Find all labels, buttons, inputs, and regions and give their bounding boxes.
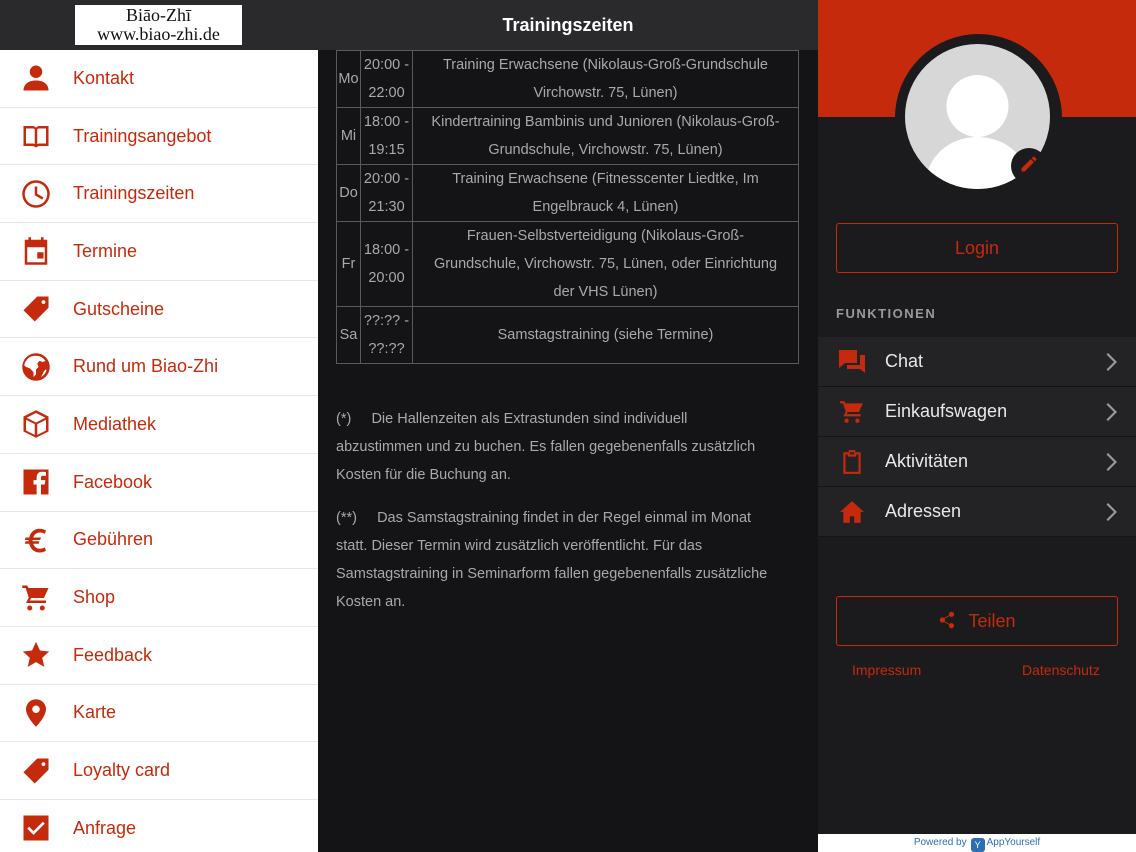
chevron-right-icon xyxy=(1106,402,1118,422)
sidebar-item-feedback[interactable] xyxy=(0,627,318,685)
calendar-icon xyxy=(20,235,52,267)
function-item-einkaufswagen[interactable] xyxy=(818,387,1136,437)
sidebar-item-gutscheine[interactable] xyxy=(0,281,318,339)
map-pin-icon xyxy=(20,697,52,729)
time-start: ??:?? - xyxy=(363,313,410,329)
sidebar-menu xyxy=(0,50,318,852)
description-cell xyxy=(413,222,799,307)
clipboard-icon xyxy=(838,449,866,475)
powered-by-footer[interactable] xyxy=(818,834,1136,852)
day-cell: Mi xyxy=(337,108,361,165)
note-line: abzustimmen und zu buchen. Es fallen gegebenenfalls zusätzlich xyxy=(336,439,756,455)
day-cell: Do xyxy=(337,165,361,222)
page-title: Trainingszeiten xyxy=(318,0,818,50)
description-line: Training Erwachsene (Nikolaus-Groß-Grundschule xyxy=(442,57,769,73)
description-line: Grundschule, Virchowstr. 75, Lünen) xyxy=(488,142,723,158)
sidebar-item-kontakt[interactable] xyxy=(0,50,318,108)
note-line: Kosten für die Buchung an. xyxy=(336,467,511,483)
impressum-link[interactable]: Impressum xyxy=(852,662,922,678)
sidebar-item-label: Shop xyxy=(73,587,116,608)
share-label: Teilen xyxy=(968,611,1016,631)
sidebar-item-label: Gutscheine xyxy=(73,298,165,319)
login-button[interactable]: Login xyxy=(836,223,1118,273)
sidebar-item-label: Karte xyxy=(73,702,117,723)
table-row xyxy=(337,51,799,108)
chevron-right-icon xyxy=(1106,452,1118,472)
sidebar-item-anfrage[interactable] xyxy=(0,800,318,852)
time-cell xyxy=(361,165,413,222)
sidebar-item-label: Loyalty card xyxy=(73,760,171,781)
sidebar-item-shop[interactable] xyxy=(0,569,318,627)
logo-url: www.biao-zhi.de xyxy=(97,24,220,44)
cube-icon xyxy=(20,408,52,440)
sidebar-item-label: Kontakt xyxy=(73,67,135,88)
time-cell xyxy=(361,307,413,364)
sidebar-item-label: Rund um Biao-Zhi xyxy=(73,356,219,377)
note-line: (**) Das Samstagstraining findet in der Regel einmal im Monat xyxy=(336,510,752,526)
time-end: ??:?? xyxy=(368,341,405,357)
sidebar-item-loyalty-card[interactable] xyxy=(0,742,318,800)
checkbox-icon xyxy=(20,812,52,844)
sidebar-item-trainingszeiten[interactable] xyxy=(0,165,318,223)
function-label: Adressen xyxy=(885,501,962,521)
sidebar-item-rund-um-biao-zhi[interactable] xyxy=(0,338,318,396)
powered-brand: AppYourself xyxy=(986,837,1041,848)
footnote-samstagstraining xyxy=(336,504,806,616)
home-icon xyxy=(838,499,866,525)
time-cell xyxy=(361,108,413,165)
globe-icon xyxy=(20,351,52,383)
table-row xyxy=(337,307,799,364)
function-item-aktivitaeten[interactable] xyxy=(818,437,1136,487)
description-line: Frauen-Selbstverteidigung (Nikolaus-Groß- xyxy=(466,228,745,244)
description-cell xyxy=(413,51,799,108)
cart-icon xyxy=(838,399,866,425)
sidebar-item-label: Feedback xyxy=(73,644,153,665)
description-line: Virchowstr. 75, Lünen) xyxy=(533,85,678,101)
powered-by-text: Powered by xyxy=(913,837,967,848)
functions-list xyxy=(818,337,1136,537)
time-end: 19:15 xyxy=(368,142,405,158)
book-icon xyxy=(20,120,52,152)
time-end: 20:00 xyxy=(368,270,405,286)
time-start: 18:00 - xyxy=(363,114,410,130)
time-start: 18:00 - xyxy=(363,242,410,258)
chevron-right-icon xyxy=(1106,502,1118,522)
star-icon xyxy=(20,639,52,671)
facebook-icon xyxy=(20,466,52,498)
logo[interactable] xyxy=(75,5,242,45)
sidebar-item-label: Anfrage xyxy=(73,817,137,838)
sidebar-item-label: Trainingsangebot xyxy=(73,125,212,146)
time-end: 21:30 xyxy=(368,199,405,215)
clock-icon xyxy=(20,178,52,210)
day-cell: Sa xyxy=(337,307,361,364)
tag-icon xyxy=(20,293,52,325)
edit-avatar-button[interactable] xyxy=(1011,148,1047,184)
description-line: Kindertraining Bambinis und Junioren (Nikolaus-Groß- xyxy=(431,114,780,130)
description-line: Training Erwachsene (Fitnesscenter Liedtke, Im xyxy=(452,171,759,187)
description-line: Grundschule, Virchowstr. 75, Lünen, oder Einrichtung xyxy=(433,256,778,272)
note-line: (*) Die Hallenzeiten als Extrastunden sind individuell xyxy=(336,411,688,427)
time-cell xyxy=(361,51,413,108)
sidebar-item-label: Mediathek xyxy=(73,413,157,434)
sidebar-item-facebook[interactable] xyxy=(0,454,318,512)
day-cell: Mo xyxy=(337,51,361,108)
table-row xyxy=(337,222,799,307)
sidebar-item-label: Termine xyxy=(73,240,138,261)
sidebar-item-label: Facebook xyxy=(73,471,153,492)
function-item-adressen[interactable] xyxy=(818,487,1136,537)
description-cell xyxy=(413,108,799,165)
day-cell: Fr xyxy=(337,222,361,307)
sidebar-item-karte[interactable] xyxy=(0,685,318,743)
sidebar-header xyxy=(0,0,318,50)
description-line: Samstagstraining (siehe Termine) xyxy=(497,327,714,343)
function-label: Einkaufswagen xyxy=(885,401,1008,421)
euro-icon xyxy=(20,524,52,556)
description-line: der VHS Lünen) xyxy=(553,284,658,300)
sidebar-item-trainingsangebot[interactable] xyxy=(0,108,318,166)
table-row xyxy=(337,165,799,222)
share-button[interactable] xyxy=(836,596,1118,646)
account-panel xyxy=(818,0,1136,852)
pencil-icon xyxy=(1019,154,1039,179)
function-label: Aktivitäten xyxy=(885,451,969,471)
chat-icon xyxy=(838,349,866,375)
note-line: Samstagstraining in Seminarform fallen gegebenenfalls zusätzliche xyxy=(336,566,768,582)
sidebar-item-label: Trainingszeiten xyxy=(73,183,195,204)
sidebar-item-mediathek[interactable] xyxy=(0,396,318,454)
share-icon xyxy=(938,611,968,631)
sidebar-item-termine[interactable] xyxy=(0,223,318,281)
table-row xyxy=(337,108,799,165)
note-line: Kosten an. xyxy=(336,594,406,610)
time-cell xyxy=(361,222,413,307)
time-end: 22:00 xyxy=(368,85,405,101)
chevron-right-icon xyxy=(1106,352,1118,372)
functions-heading: FUNKTIONEN xyxy=(836,306,937,321)
tag-icon xyxy=(20,755,52,787)
person-icon xyxy=(20,62,52,94)
time-start: 20:00 - xyxy=(363,57,410,73)
description-cell xyxy=(413,165,799,222)
footnote-hallenzeiten xyxy=(336,405,806,489)
function-item-chat[interactable] xyxy=(818,337,1136,387)
function-label: Chat xyxy=(885,351,924,371)
sidebar xyxy=(0,0,318,852)
datenschutz-link[interactable]: Datenschutz xyxy=(1022,662,1100,678)
main-content xyxy=(318,0,818,852)
note-line: statt. Dieser Termin wird zusätzlich veröffentlicht. Für das xyxy=(336,538,703,554)
sidebar-item-gebuehren[interactable] xyxy=(0,512,318,570)
sidebar-item-label: Gebühren xyxy=(73,529,154,550)
logo-title: Biāo-Zhī xyxy=(126,5,191,25)
description-line: Engelbrauck 4, Lünen) xyxy=(532,199,679,215)
description-cell xyxy=(413,307,799,364)
cart-icon xyxy=(20,582,52,614)
schedule-table xyxy=(336,50,799,364)
appyourself-logo-icon: Y xyxy=(971,838,985,852)
time-start: 20:00 - xyxy=(363,171,410,187)
